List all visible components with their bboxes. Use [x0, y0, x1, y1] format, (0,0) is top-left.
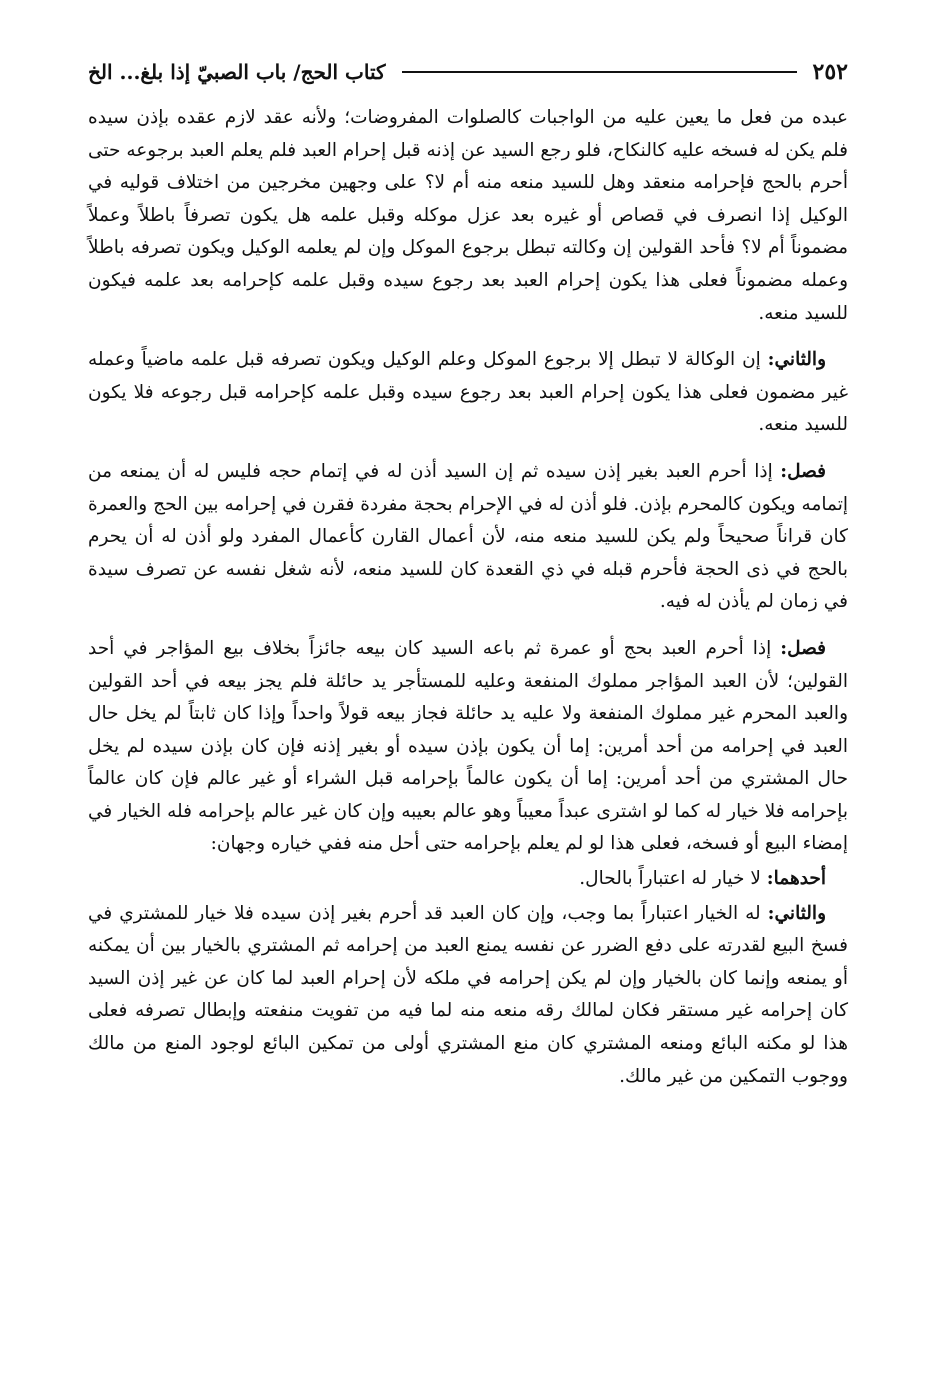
- paragraph-1: [88, 102, 848, 330]
- paragraph-text: لا خيار له اعتباراً بالحال.: [579, 868, 767, 890]
- paragraph-lead: والثاني:: [767, 902, 826, 924]
- paragraph-2: [88, 344, 848, 442]
- paragraph-3: [88, 456, 848, 619]
- paragraph-text: إذا أحرم العبد بحج أو عمرة ثم باعه السيد كان بيعه جائزاً بخلاف بيع المؤاجر في أحد القولين؛ لأن العبد المؤاجر مملوك المنفعة وعليه للمستأجر يد حائلة فلم يجز بيعه في أحد القولين والعبد المحرم غير مملوك المنفعة ولا عليه يد حائلة فجاز بيعه قولاً واحداً وإذا كان ثابتاً لم يخل حال العبد في إحرامه من أحد أمرين: إما أن يكون بإذن سيده أو بغير إذنه فإن كان بإذن سيده لم يخل حال المشتري من أحد أمرين: إما أن يكون عالماً بإحرامه قبل الشراء أو غير عالم فإن كان عالماً بإحرامه فلا خيار له كما لو اشترى عبداً معيباً وهو عالم بعيبه وإن كان غير عالم بإحرامه فله الخيار في إمضاء البيع أو فسخه، فعلى هذا لو لم يعلم بإحرامه حتى أحل منه ففي خياره وجهان:: [88, 637, 848, 855]
- paragraph-lead: والثاني:: [767, 349, 826, 371]
- paragraph-5: [88, 863, 848, 896]
- paragraph-text: عبده من فعل ما يعين عليه من الواجبات كالصلوات المفروضات؛ ولأنه عقد لازم عقده بإذن سيده فلم يكن له فسخه عليه كالنكاح، فلو رجع السيد عن إذنه قبل إحرام العبد فلم يعلم العبد برجوعه حتى أحرم بالحج فإحرامه منعقد وهل للسيد منعه منه أم لا؟ على وجهين مخرجين من اختلاف قوليه في الوكيل إذا انصرف في قصاص أو غيره بعد عزل موكله وقبل علمه هل يكون تصرفاً باطلاً وعملاً مضموناً أم لا؟ فأحد القولين إن وكالته تبطل برجوع الموكل وإن لم يعلمه الوكيل ويكون تصرفه باطلاً وعمله مضموناً فعلى هذا يكون إحرام العبد بعد رجوع سيده وقبل علمه كإحرامه بعد علمه فيكون للسيد منعه.: [88, 107, 849, 324]
- paragraph-lead: فصل:: [780, 460, 826, 482]
- page-header: [88, 52, 848, 92]
- book-page: [88, 52, 848, 1107]
- paragraph-4: [88, 633, 848, 861]
- page-number: ٢٥٢: [812, 59, 848, 85]
- body-text: [88, 102, 848, 1093]
- paragraph-6: [88, 898, 848, 1094]
- running-title: كتاب الحج/ باب الصبيّ إذا بلغ... الخ: [88, 60, 386, 84]
- header-rule: [402, 71, 797, 73]
- paragraph-lead: فصل:: [780, 637, 826, 659]
- paragraph-text: إذا أحرم العبد بغير إذن سيده ثم إن السيد أذن له في إتمام حجه فليس له أن يمنعه من إتمامه ويكون كالمحرم بإذن. فلو أذن له في الإحرام بحجة مفردة فقرن في إحرامه بين الحج والعمرة كان قراناً صحيحاً ولم يكن للسيد منعه منه، لأن أعمال القارن كأعمال المفرد ولو أذن له أن يحرم بالحج في ذى الحجة فأحرم قبله في ذي القعدة كان للسيد منعه، لأنه شغل نفسه عن تصرف سيدة في زمان لم يأذن له فيه.: [88, 460, 848, 613]
- paragraph-text: إن الوكالة لا تبطل إلا برجوع الموكل وعلم الوكيل ويكون تصرفه قبل علمه ماضياً وعمله غير مضمون فعلى هذا يكون إحرام العبد بعد رجوع سيده وقبل علمه كإحرامه قبل رجوعه فلا يكون للسيد منعه.: [88, 349, 848, 436]
- paragraph-lead: أحدهما:: [766, 868, 826, 890]
- paragraph-text: له الخيار اعتباراً بما وجب، وإن كان العبد قد أحرم بغير إذن سيده فلا خيار للمشتري في فسخ البيع لقدرته على دفع الضرر عن نفسه يمنع العبد من إحرامه ثم المشتري بالخيار بين أن يمكنه أو يمنعه وإنما كان بالخيار وإن لم يكن إحرامه في ملكه لأن إحرام العبد لما كان عن غير إذن السيد كان إحرامه غير مستقر فكان لمالك رقه منعه منه لما فيه من تفويت منفعته وإبطال تصرفه فعلى هذا لو مكنه البائع ومنعه المشتري كان منع المشتري أولى من تمكين البائع لوجود المنع من مالك ووجوب التمكين من غير مالك.: [88, 902, 848, 1087]
